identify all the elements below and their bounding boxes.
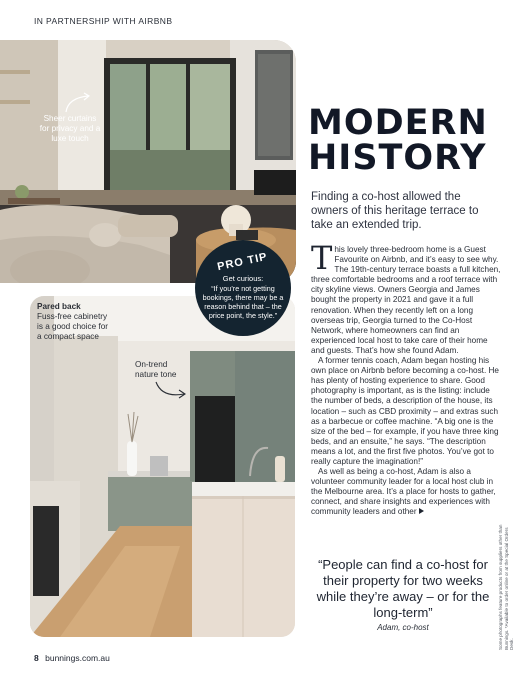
paragraph-1-text: his lovely three-bedroom home is a Guest Favourite on Airbnb, and it’s easy to see why. The 19th-century terrace boasts a full kitchen, three comfortable bedrooms and a roof terrace with city skyline views. Owners Georgia and James bought the property in 2021 and gave it a full renovation. When they recently left on a long overseas trip, Georgia turned to the Co-Host Network, where homeowners can find an experienced local host to take care of their home and guests. That’s how she found Adam. <box>311 245 501 355</box>
curtains-annotation: Sheer curtains for privacy and a luxe touch <box>39 114 101 143</box>
headline-line-1: MODERN <box>308 103 488 143</box>
partnership-label: IN PARTNERSHIP WITH AIRBNB <box>34 16 173 26</box>
paragraph-3 <box>311 467 501 517</box>
page-number: 8 <box>34 653 39 663</box>
page-footer <box>34 653 110 663</box>
pared-back-title: Pared back <box>37 302 81 311</box>
headline <box>308 103 488 178</box>
pull-quote-attribution: Adam, co-host <box>377 623 429 632</box>
pared-back-annotation <box>37 302 113 342</box>
paragraph-2: A former tennis coach, Adam began hosting his own place on Airbnb before becoming a co-host. He has plenty of hosting experience to share. Good photography is important, as is the listing: include the number of beds, a description of the house, its location – such as CBD proximity – and extras such as a barbecue or coffee machine. “A big one is the size of the bed – for example, if you have three king beds, and an ensuite,” he says. “The description means a lot, and the first five photos. You’ve got to really capture the imagination!” <box>311 356 499 466</box>
kitchen-photo <box>30 296 295 637</box>
paragraph-3-text: As well as being a co-host, Adam is also a volunteer community leader for a local host club in the Melbourne area. It’s a place for hosts to gather, connect, and share insights and experiences with community leaders and other <box>311 467 496 517</box>
nature-tone-arrow-icon <box>154 378 190 400</box>
drop-cap: T <box>311 239 333 277</box>
article-body <box>311 239 501 518</box>
pared-back-text: Fuss-free cabinetry is a good choice for a compact space <box>37 312 109 341</box>
nature-tone-annotation: On-trend nature tone <box>135 360 177 379</box>
footer-website-link[interactable]: bunnings.com.au <box>45 653 110 663</box>
pull-quote: “People can find a co-host for their property for two weeks while they’re away – or for the long-term” <box>316 557 490 620</box>
pro-tip-badge <box>195 240 291 336</box>
supplier-sidenote: Some photographs feature products from suppliers other than Bunnings. *Available to order online or at the Special Orders Desk. <box>498 524 515 650</box>
paragraph-1 <box>311 239 501 356</box>
pro-tip-subtitle: Get curious: <box>222 274 264 283</box>
continue-arrow-icon <box>419 508 424 514</box>
curtains-arrow-icon <box>64 92 94 114</box>
headline-line-2: HISTORY <box>308 138 487 178</box>
kitchen-illustration <box>30 296 295 637</box>
pro-tip-title: PRO TIP <box>216 250 270 274</box>
pro-tip-body: “If you’re not getting bookings, there may be a reason behind that – the price point, the style.” <box>202 284 284 320</box>
article-dek: Finding a co-host allowed the owners of this heritage terrace to take an extended trip. <box>311 191 479 231</box>
